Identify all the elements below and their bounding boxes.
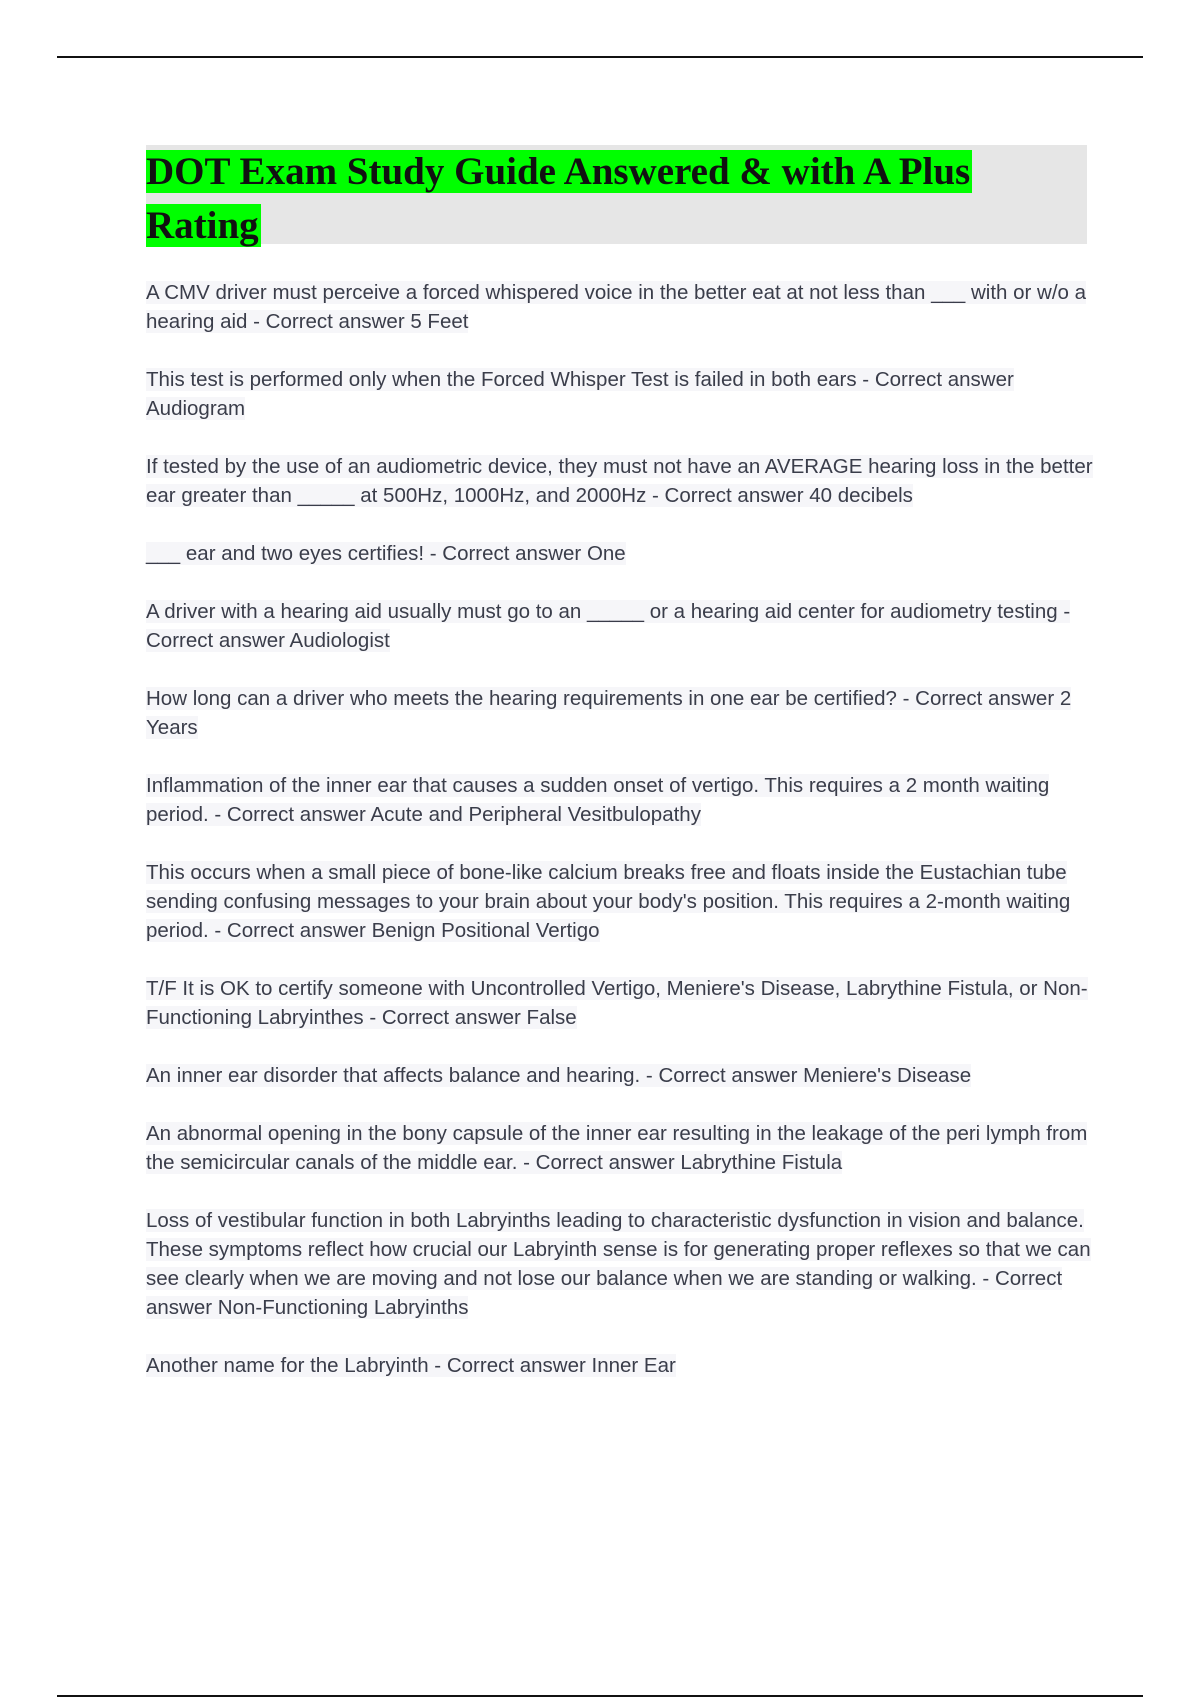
qa-item — [146, 278, 1096, 336]
qa-list — [146, 278, 1096, 1409]
qa-item — [146, 1061, 1096, 1090]
qa-item-text: Another name for the Labryinth - Correct answer Inner Ear — [146, 1354, 676, 1377]
qa-item-text: ___ ear and two eyes certifies! - Correct answer One — [146, 542, 626, 565]
qa-item-text: T/F It is OK to certify someone with Uncontrolled Vertigo, Meniere's Disease, Labrythine Fistula, or Non-Functioning Labryinthes - Correct answer False — [146, 977, 1088, 1029]
qa-item-text: This occurs when a small piece of bone-like calcium breaks free and floats inside the Eustachian tube sending confusing messages to your brain about your body's position. This requires a 2-month waiting period. - Correct answer Benign Positional Vertigo — [146, 861, 1071, 942]
qa-item-text: A CMV driver must perceive a forced whispered voice in the better eat at not less than ___ with or w/o a hearing aid - Correct answer 5 Feet — [146, 281, 1087, 333]
qa-item — [146, 684, 1096, 742]
document-title — [146, 145, 1087, 253]
qa-item — [146, 452, 1096, 510]
top-rule — [57, 56, 1143, 58]
qa-item — [146, 974, 1096, 1032]
qa-item — [146, 771, 1096, 829]
title-box — [146, 145, 1087, 247]
qa-item-text: An abnormal opening in the bony capsule of the inner ear resulting in the leakage of the peri lymph from the semicircular canals of the middle ear. - Correct answer Labrythine Fistula — [146, 1122, 1088, 1174]
qa-item-text: Loss of vestibular function in both Labryinths leading to characteristic dysfunction in vision and balance. These symptoms reflect how crucial our Labryinth sense is for generating proper reflexes so that we can see clearly when we are moving and not lose our balance when we are standing or walking. - Correct answer Non-Functioning Labryinths — [146, 1209, 1091, 1319]
document-title-text: DOT Exam Study Guide Answered & with A Plus Rating — [146, 150, 971, 247]
qa-item — [146, 1119, 1096, 1177]
qa-item — [146, 1351, 1096, 1380]
qa-item — [146, 858, 1096, 945]
qa-item — [146, 539, 1096, 568]
qa-item-text: Inflammation of the inner ear that causes a sudden onset of vertigo. This requires a 2 month waiting period. - Correct answer Acute and Peripheral Vesitbulopathy — [146, 774, 1050, 826]
qa-item — [146, 1206, 1096, 1322]
qa-item-text: This test is performed only when the Forced Whisper Test is failed in both ears - Correct answer Audiogram — [146, 368, 1014, 420]
qa-item-text: A driver with a hearing aid usually must go to an _____ or a hearing aid center for audiometry testing - Correct answer Audiologist — [146, 600, 1071, 652]
qa-item-text: An inner ear disorder that affects balance and hearing. - Correct answer Meniere's Disease — [146, 1064, 972, 1087]
bottom-rule — [57, 1695, 1143, 1697]
qa-item-text: How long can a driver who meets the hearing requirements in one ear be certified? - Correct answer 2 Years — [146, 687, 1072, 739]
qa-item — [146, 365, 1096, 423]
qa-item — [146, 597, 1096, 655]
qa-item-text: If tested by the use of an audiometric device, they must not have an AVERAGE hearing loss in the better ear greater than _____ at 500Hz, 1000Hz, and 2000Hz - Correct answer 40 decibels — [146, 455, 1093, 507]
